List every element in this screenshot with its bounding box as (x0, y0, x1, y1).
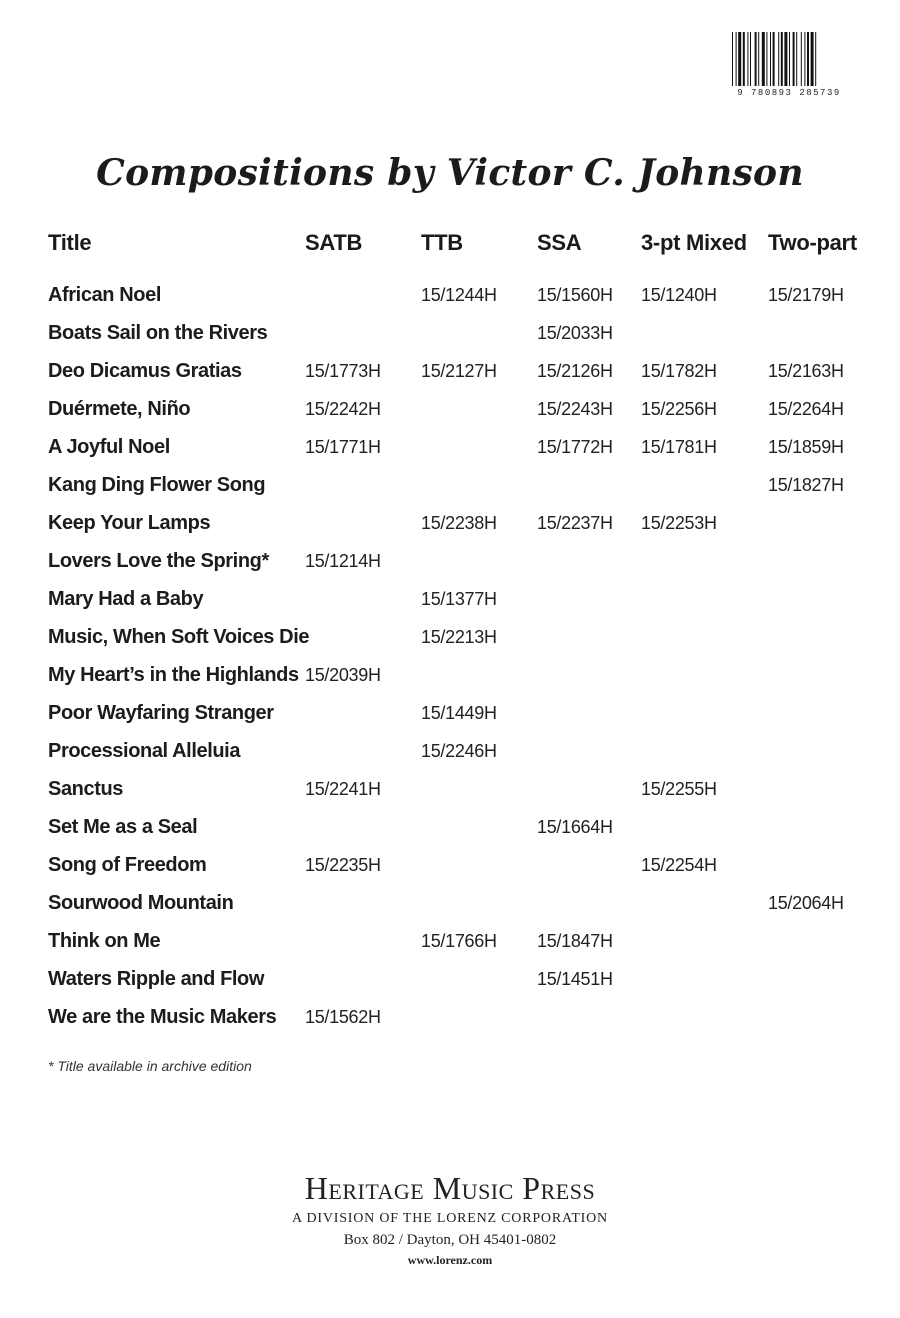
catalog-number-3pt-mixed: 15/1240H (641, 285, 717, 305)
composition-title: Set Me as a Seal (48, 816, 198, 838)
composition-title: Duérmete, Niño (48, 398, 191, 420)
composition-title: My Heart’s in the Highlands (48, 664, 299, 686)
table-row (0, 660, 900, 698)
table-row (0, 508, 900, 546)
catalog-number-3pt-mixed: 15/1782H (641, 361, 717, 381)
column-header-two-part: Two-part (768, 230, 857, 255)
table-row (0, 736, 900, 774)
publisher-division: A DIVISION OF THE LORENZ CORPORATION (292, 1211, 608, 1226)
table-row (0, 356, 900, 394)
composition-title: Processional Alleluia (48, 740, 241, 762)
table-row (0, 280, 900, 318)
table-row (0, 698, 900, 736)
catalog-number-ssa: 15/1560H (537, 285, 613, 305)
composition-title: Kang Ding Flower Song (48, 474, 266, 496)
column-header-ssa: SSA (537, 230, 582, 255)
catalog-number-ttb: 15/1377H (421, 589, 497, 609)
catalog-number-two-part: 15/1827H (768, 475, 844, 495)
catalog-number-satb: 15/2242H (305, 399, 381, 419)
composition-title: Keep Your Lamps (48, 512, 211, 534)
catalog-number-3pt-mixed: 15/2255H (641, 779, 717, 799)
table-row (0, 622, 900, 660)
catalog-number-two-part: 15/2064H (768, 893, 844, 913)
composition-title: Boats Sail on the Rivers (48, 322, 268, 344)
catalog-number-satb: 15/2235H (305, 855, 381, 875)
catalog-number-two-part: 15/2264H (768, 399, 844, 419)
catalog-number-two-part: 15/1859H (768, 437, 844, 457)
catalog-number-ttb: 15/1766H (421, 931, 497, 951)
catalog-number-satb: 15/2039H (305, 665, 381, 685)
footnote: * Title available in archive edition (48, 1058, 252, 1074)
table-row (0, 812, 900, 850)
composition-title: Deo Dicamus Gratias (48, 360, 242, 382)
catalog-number-3pt-mixed: 15/2254H (641, 855, 717, 875)
catalog-number-ssa: 15/1772H (537, 437, 613, 457)
column-header-ttb: TTB (421, 230, 463, 255)
publisher-website: www.lorenz.com (407, 1253, 493, 1267)
catalog-number-satb: 15/1562H (305, 1007, 381, 1027)
column-header-satb: SATB (305, 230, 363, 255)
catalog-number-3pt-mixed: 15/2253H (641, 513, 717, 533)
table-row (0, 774, 900, 812)
column-header-3pt-mixed: 3-pt Mixed (641, 230, 747, 255)
publisher-block (0, 1170, 900, 1268)
catalog-number-ttb: 15/2238H (421, 513, 497, 533)
publisher-name: Heritage Music Press (304, 1170, 596, 1206)
catalog-number-satb: 15/1214H (305, 551, 381, 571)
composition-title: Music, When Soft Voices Die (48, 626, 310, 648)
isbn-digits: 9 780893 285739 (737, 88, 841, 98)
catalog-number-satb: 15/1771H (305, 437, 381, 457)
catalog-number-ssa: 15/1664H (537, 817, 613, 837)
barcode-block (716, 32, 862, 98)
catalog-number-ssa: 15/1451H (537, 969, 613, 989)
catalog-number-satb: 15/2241H (305, 779, 381, 799)
composition-title: Song of Freedom (48, 854, 207, 876)
table-row (0, 432, 900, 470)
table-row (0, 546, 900, 584)
catalog-number-ttb: 15/2213H (421, 627, 497, 647)
catalog-number-ssa: 15/2243H (537, 399, 613, 419)
composition-title: Waters Ripple and Flow (48, 968, 265, 990)
table-row (0, 470, 900, 508)
catalog-number-ssa: 15/2237H (537, 513, 613, 533)
catalog-number-satb: 15/1773H (305, 361, 381, 381)
table-row (0, 850, 900, 888)
table-row (0, 394, 900, 432)
publisher-address: Box 802 / Dayton, OH 45401-0802 (343, 1232, 557, 1248)
catalog-number-ttb: 15/1449H (421, 703, 497, 723)
table-row (0, 318, 900, 356)
table-header-row (0, 228, 900, 266)
table-row (0, 1002, 900, 1040)
composition-title: Lovers Love the Spring* (48, 550, 269, 572)
composition-title: African Noel (48, 284, 162, 306)
catalog-number-two-part: 15/2163H (768, 361, 844, 381)
catalog-number-ssa: 15/1847H (537, 931, 613, 951)
composition-title: A Joyful Noel (48, 436, 170, 458)
catalog-number-3pt-mixed: 15/2256H (641, 399, 717, 419)
catalog-number-two-part: 15/2179H (768, 285, 844, 305)
table-row (0, 964, 900, 1002)
table-row (0, 888, 900, 926)
page-title: Compositions by Victor C. Johnson (96, 152, 804, 194)
composition-title: Poor Wayfaring Stranger (48, 702, 274, 724)
column-header-title: Title (48, 230, 92, 255)
catalog-number-ttb: 15/2127H (421, 361, 497, 381)
barcode-image (732, 32, 858, 86)
catalog-number-3pt-mixed: 15/1781H (641, 437, 717, 457)
catalog-number-ttb: 15/2246H (421, 741, 497, 761)
catalog-number-ssa: 15/2033H (537, 323, 613, 343)
compositions-table (0, 228, 900, 1040)
catalog-number-ssa: 15/2126H (537, 361, 613, 381)
table-row (0, 926, 900, 964)
table-row (0, 584, 900, 622)
composition-title: Sanctus (48, 778, 124, 800)
catalog-number-ttb: 15/1244H (421, 285, 497, 305)
composition-title: Think on Me (48, 930, 161, 952)
composition-title: Sourwood Mountain (48, 892, 234, 914)
composition-title: Mary Had a Baby (48, 588, 204, 610)
composition-title: We are the Music Makers (48, 1006, 277, 1028)
table-body (0, 280, 900, 1040)
